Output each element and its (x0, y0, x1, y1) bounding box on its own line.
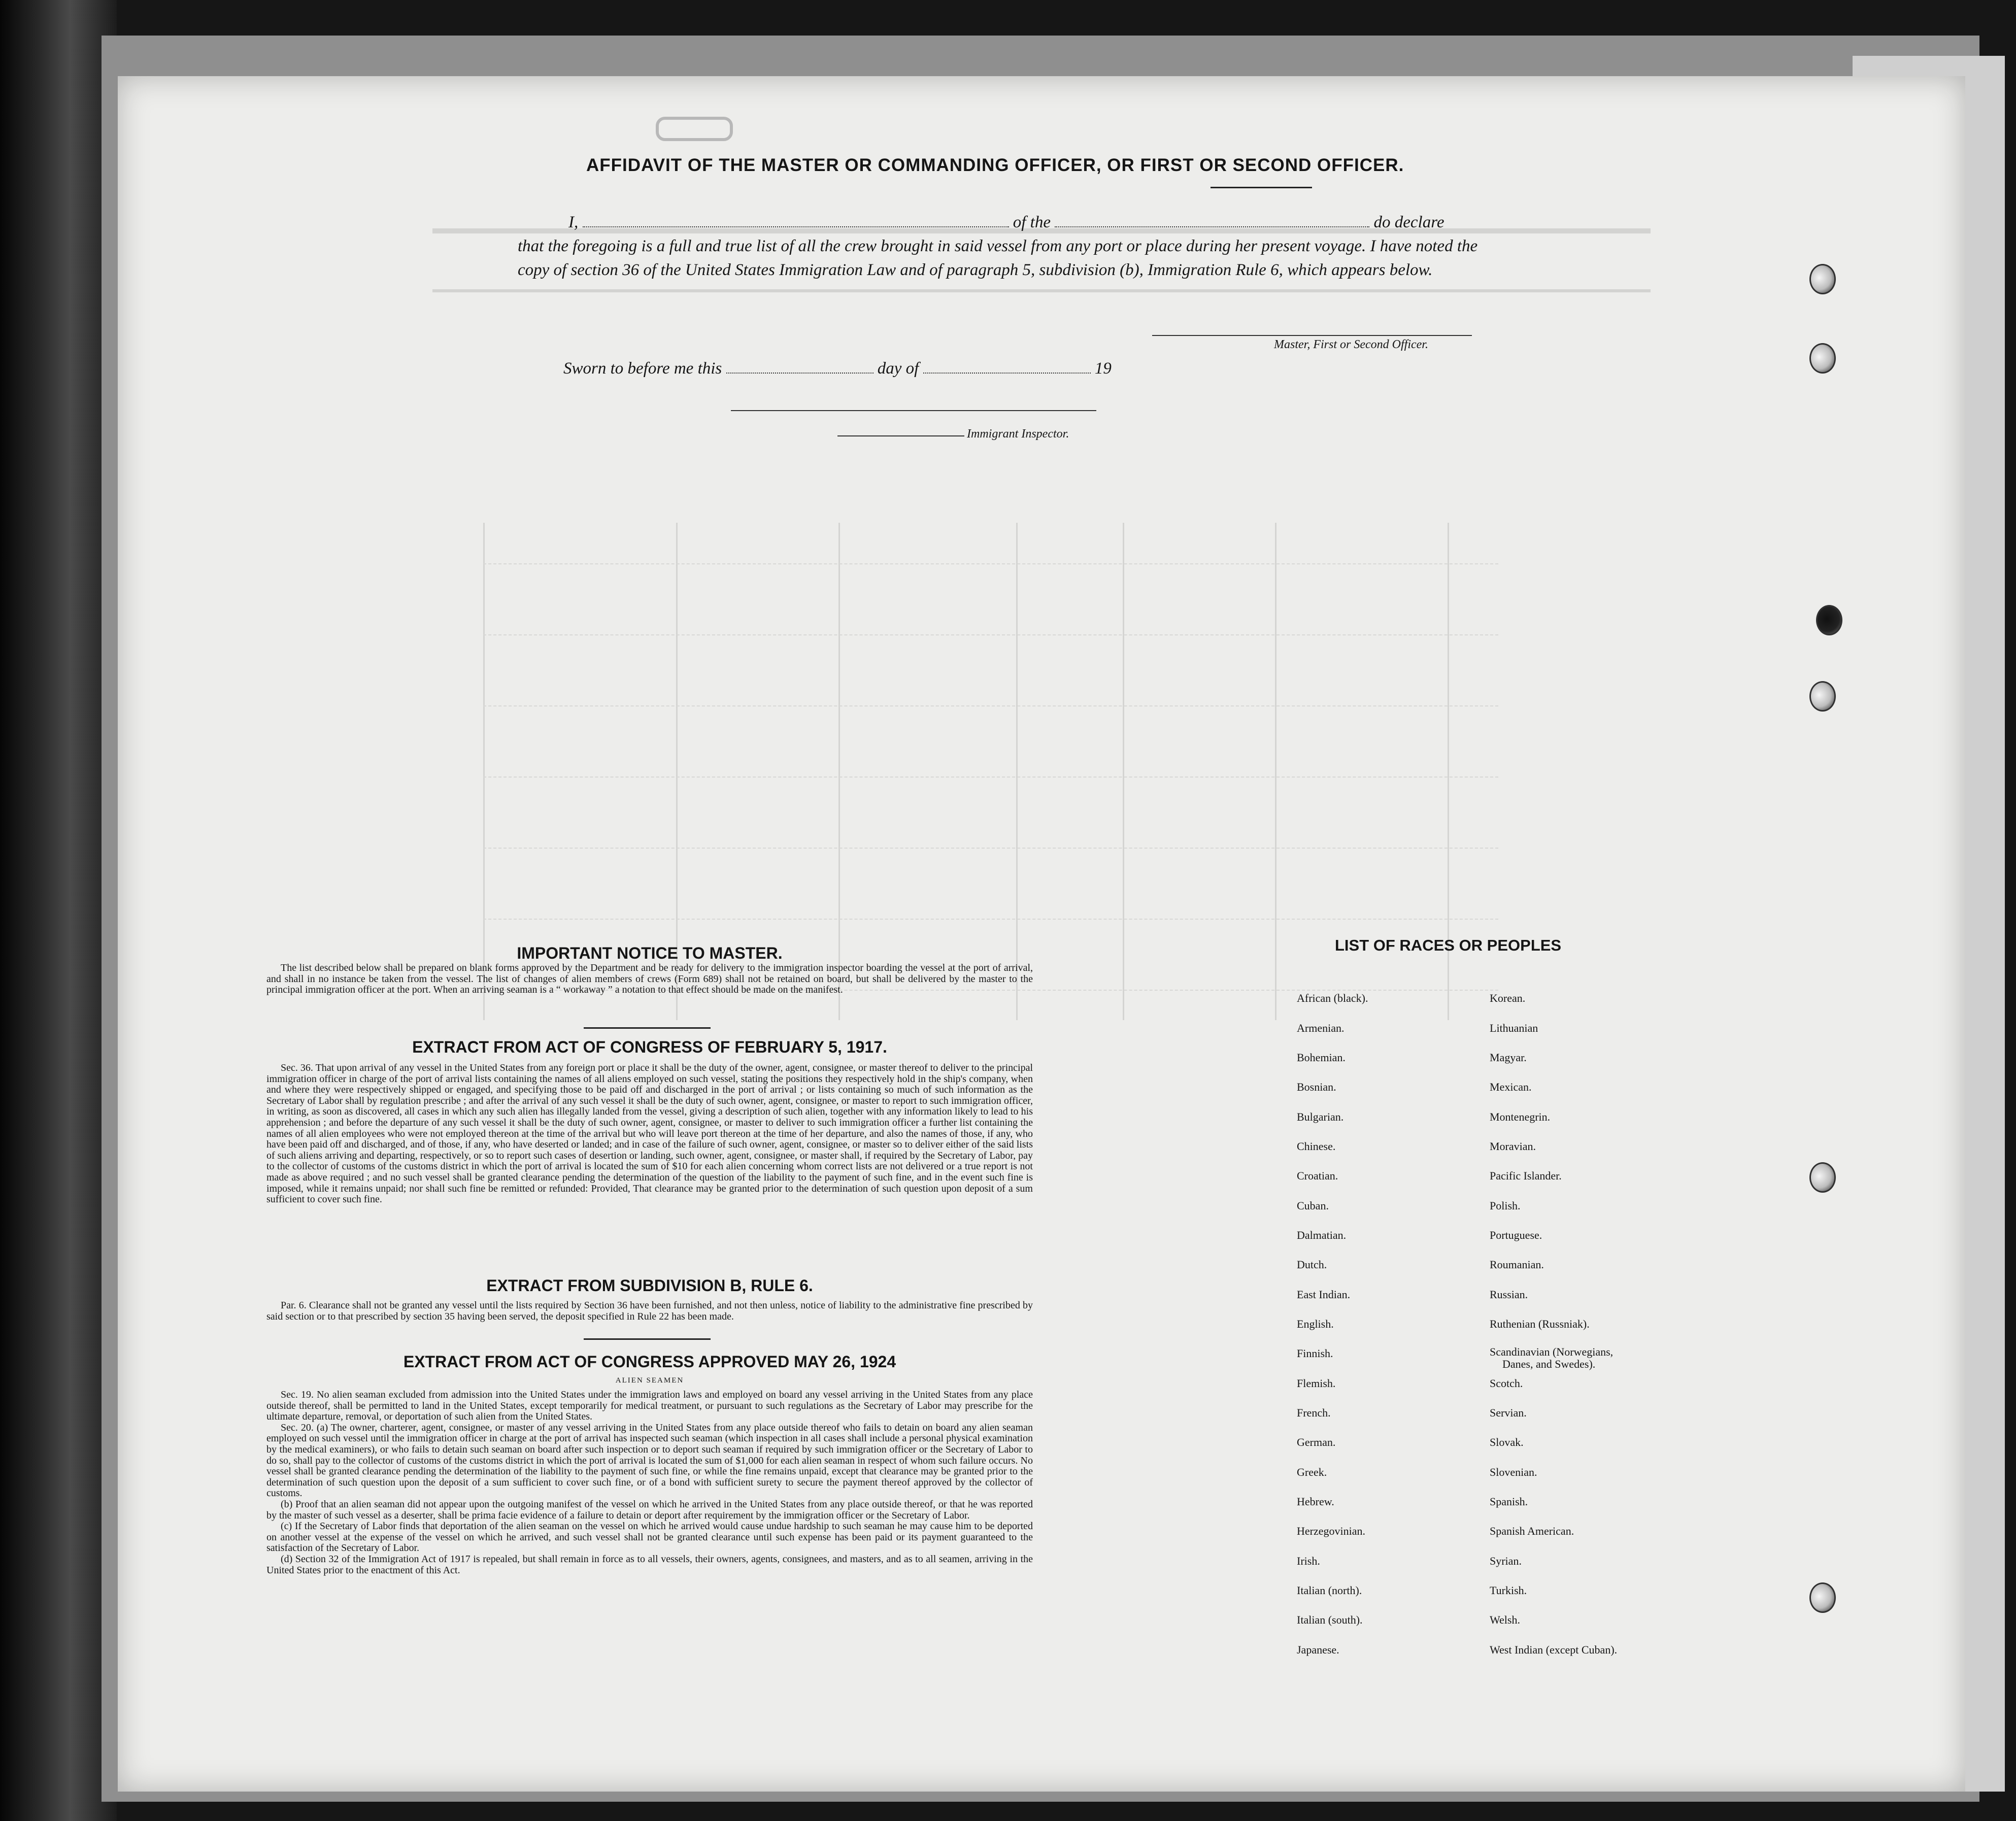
race-item: Pacific Islander. (1490, 1169, 1562, 1182)
name-blank (583, 213, 1009, 227)
race-item: Ruthenian (Russniak). (1490, 1318, 1590, 1330)
race-item: Greek. (1297, 1466, 1327, 1478)
extract-1924-text (266, 1390, 1033, 1576)
sworn-day-of: day of (877, 359, 919, 378)
race-item: French. (1297, 1406, 1331, 1419)
notice-title: IMPORTANT NOTICE TO MASTER. (517, 944, 783, 962)
punch-hole (1809, 1162, 1836, 1193)
race-item: Lithuanian (1490, 1022, 1538, 1034)
race-item: Slovak. (1490, 1436, 1524, 1448)
extract-1924-sec20c: (c) If the Secretary of Labor finds that deportation of the alien seaman on the vessel on which he arrived would cause undue hardship to such seaman he may cause him to be deported on another vessel at the expense of the vessel on which he arrived, and such vessel shall not be granted clearance until such expense has been paid or its payment guaranteed to the satisfaction of the Secretary of Labor. (266, 1521, 1033, 1554)
extract-1924-title: EXTRACT FROM ACT OF CONGRESS APPROVED MAY 26, 1924 (403, 1353, 896, 1371)
sworn-month-blank (923, 359, 1091, 374)
inspector-short-line (837, 435, 964, 436)
affidavit-body (518, 211, 1502, 282)
affidavit-i: I, (568, 213, 579, 231)
race-item: Finnish. (1297, 1347, 1333, 1360)
signature-line (1152, 335, 1472, 336)
race-item: Portuguese. (1490, 1229, 1542, 1241)
section-rule (584, 1027, 711, 1029)
race-item: Cuban. (1297, 1199, 1329, 1212)
race-item: Roumanian. (1490, 1258, 1544, 1271)
punch-hole (1809, 1582, 1836, 1613)
race-item: Flemish. (1297, 1377, 1336, 1390)
extract-rule6-text (266, 1300, 1033, 1322)
sworn-day-blank (726, 359, 873, 374)
race-item: Danes, and Swedes). (1502, 1358, 1596, 1370)
race-item: Korean. (1490, 992, 1526, 1004)
race-item: Spanish. (1490, 1495, 1528, 1508)
race-item: Mexican. (1490, 1081, 1532, 1093)
race-item: Italian (south). (1297, 1613, 1363, 1626)
race-item: Hebrew. (1297, 1495, 1334, 1508)
race-item: Scandinavian (Norwegians, (1490, 1345, 1614, 1358)
race-item: Slovenian. (1490, 1466, 1537, 1478)
race-item: Montenegrin. (1490, 1110, 1551, 1123)
notice-paragraph: The list described below shall be prepared on blank forms approved by the Department and be ready for delivery to the immigration inspector boarding the vessel at the port of arrival, and shall in no instance be taken from the vessel. The list of changes of alien members of crews (Form 689) shall not be retained on board, but shall be delivered by the master to the principal immigration officer at the port. When an arriving seaman is a “ workaway ” a notation to that effect should be made on the manifest. (266, 962, 1033, 996)
punch-hole (1809, 681, 1836, 712)
punch-hole (1809, 264, 1836, 294)
race-item: Turkish. (1490, 1584, 1527, 1597)
punch-hole (1816, 605, 1842, 635)
race-item: Croatian. (1297, 1169, 1338, 1182)
race-item: West Indian (except Cuban). (1490, 1643, 1618, 1656)
punch-hole (1809, 343, 1836, 374)
race-item: Servian. (1490, 1406, 1527, 1419)
race-item: Chinese. (1297, 1140, 1336, 1153)
race-item: Herzegovinian. (1297, 1525, 1365, 1537)
races-title: LIST OF RACES OR PEOPLES (1335, 936, 1562, 954)
race-item: German. (1297, 1436, 1336, 1448)
scanner-edge (0, 0, 117, 1821)
extract-1917-title: EXTRACT FROM ACT OF CONGRESS OF FEBRUARY 5, 1917. (412, 1038, 887, 1056)
race-item: Italian (north). (1297, 1584, 1362, 1597)
race-item: Syrian. (1490, 1555, 1522, 1567)
race-item: English. (1297, 1318, 1334, 1330)
sworn-year: 19 (1094, 359, 1112, 378)
race-item: Moravian. (1490, 1140, 1536, 1153)
section-rule (584, 1338, 711, 1340)
race-item: Irish. (1297, 1555, 1320, 1567)
extract-1924-subtitle: ALIEN SEAMEN (615, 1376, 684, 1385)
extract-1924-sec19: Sec. 19. No alien seaman excluded from admission into the United States under the immigration laws and employed on board any vessel arriving in the United States from any place outside thereof, shall be permitted to land in the United States, except temporarily for medical treatment, or pursuant to such regulations as the Secretary of Labor may prescribe for the ultimate departure, removal, or deportation of such alien from the United States. (266, 1389, 1033, 1423)
race-item: East Indian. (1297, 1288, 1351, 1301)
sworn-line (563, 359, 1112, 378)
inspector-label: Immigrant Inspector. (967, 427, 1069, 441)
race-item: Dalmatian. (1297, 1229, 1347, 1241)
race-item: Dutch. (1297, 1258, 1327, 1271)
race-item: African (black). (1297, 992, 1368, 1004)
race-item: Bulgarian. (1297, 1110, 1344, 1123)
race-item: Russian. (1490, 1288, 1528, 1301)
race-item: Japanese. (1297, 1643, 1339, 1656)
notice-text (266, 963, 1033, 996)
race-item: Bosnian. (1297, 1081, 1336, 1093)
extract-1917-paragraph: Sec. 36. That upon arrival of any vessel in the United States from any foreign port or place it shall be the duty of the owner, agent, consignee, or master thereof to deliver to the principal immigration officer in charge of the port of arrival lists containing the names of all aliens employed on such vessel, stating the positions they respectively hold in the ship's company, when and where they were respectively shipped or engaged, and specifying those to be paid off and discharged in the port of arrival ; or lists containing so much of such information as the Secretary of Labor shall by regulation prescribe ; and after the arrival of any such vessel it shall be the duty of such owner, agent, consignee, or master to report to such immigration officer, in writing, as soon as discovered, all cases in which any such alien has illegally landed from the vessel, giving a description of such alien, together with any information likely to lead to his apprehension ; and before the departure of any such vessel it shall be the duty of such owner, agent, consignee, or master to deliver to such immigration officer a further list containing the names of all alien employees who were not employed thereon at the time of the arrival but who will leave port thereon at the time of her departure, and also the names of those, if any, who have been paid off and discharged, and of those, if any, who have deserted or landed; and in case of the failure of such owner, agent, consignee, or master so to deliver either of the said lists of such aliens arriving and departing, respectively, or so to report such cases of desertion or landing, such owner, agent, consignee, or master shall, if required by the Secretary of Labor, pay to the collector of customs of the customs district in which the port of arrival is located the sum of $10 for each alien concerning whom correct lists are not delivered or a true report is not made as above required ; and no such vessel shall be granted clearance pending the determination of the question of the liability to the payment of such fine, and in the event such fine is imposed, while it remains unpaid; nor shall such fine be remitted or refunded: Provided, That clearance may be granted prior to the determination of such question upon deposit of a sum sufficient to cover such fine. (266, 1062, 1033, 1205)
extract-1917-text (266, 1063, 1033, 1205)
signature-label: Master, First or Second Officer. (1274, 338, 1428, 351)
title-rule (1211, 187, 1312, 188)
paper-clip (656, 117, 733, 141)
affidavit-text: that the foregoing is a full and true list of all the crew brought in said vessel from any port or place during her present voyage. I have noted the copy of section 36 of the United States Immigration Law and of paragraph 5, subdivision (b), Immigration Rule 6, which appears below. (518, 237, 1478, 279)
extract-rule6-title: EXTRACT FROM SUBDIVISION B, RULE 6. (486, 1276, 813, 1295)
extract-rule6-paragraph: Par. 6. Clearance shall not be granted any vessel until the lists required by Section 36 have been furnished, and not then unless, notice of liability to the administrative fine prescribed by said section or to that prescribed by section 35 having been served, the deposit specified in Rule 22 has been made. (266, 1300, 1033, 1322)
extract-1924-sec20b: (b) Proof that an alien seaman did not appear upon the outgoing manifest of the vessel on which he arrived in the United States from any place outside thereof, or that he was reported by the master of such vessel as a deserter, shall be prima facie evidence of a failure to detain or deport after requirement by the immigration officer or the Secretary of Labor. (266, 1498, 1033, 1521)
race-item: Magyar. (1490, 1051, 1527, 1064)
affidavit-declare: do declare (1373, 213, 1444, 231)
extract-1924-sec20d: (d) Section 32 of the Immigration Act of 1917 is repealed, but shall remain in force as to all vessels, their owners, agents, consignees, and masters, and as to all seamen, arriving in the United States prior to the enactment of this Act. (266, 1553, 1033, 1576)
race-item: Bohemian. (1297, 1051, 1346, 1064)
race-item: Scotch. (1490, 1377, 1523, 1390)
extract-1924-sec20a: Sec. 20. (a) The owner, charterer, agent, consignee, or master of any vessel arriving in the United States from any place outside thereof who fails to detain on board any alien seaman employed on such vessel until the immigration officer in charge at the port of arrival has inspected such seaman (which inspection in all cases shall include a personal physical examination by the medical examiners), or who fails to detain such seaman on board after such inspection or to deport such seaman if required by such immigration officer or the Secretary of Labor to do so, shall pay to the collector of customs of the customs district in which the port of arrival is located the sum of $1,000 for each alien seaman in respect of whom such failure occurs. No vessel shall be granted clearance pending the determination of the liability to the payment of such fine, or while the fine remains unpaid, except that clearance may be granted prior to the determination of such question upon the deposit of a sum sufficient to cover such fine, or of a bond with sufficient surety to secure the payment thereof approved by the collector of customs. (266, 1422, 1033, 1499)
inspector-signature-line (731, 410, 1096, 411)
race-item: Polish. (1490, 1199, 1521, 1212)
affidavit-title: AFFIDAVIT OF THE MASTER OR COMMANDING OFFICER, OR FIRST OR SECOND OFFICER. (586, 155, 1404, 175)
vessel-blank (1055, 213, 1369, 227)
race-item: Armenian. (1297, 1022, 1345, 1034)
sworn-prefix: Sworn to before me this (563, 359, 722, 378)
race-item: Spanish American. (1490, 1525, 1574, 1537)
race-item: Welsh. (1490, 1613, 1520, 1626)
affidavit-of-the: of the (1013, 213, 1051, 231)
